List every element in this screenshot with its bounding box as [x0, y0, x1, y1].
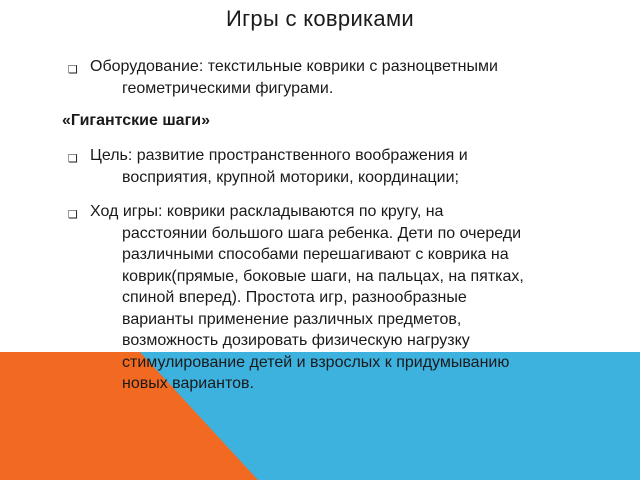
procedure-line-1: Ход игры: коврики раскладываются по кругу, на — [90, 203, 444, 220]
procedure-line-8: стимулирование детей и взрослых к придумыванию — [122, 353, 510, 371]
bullet-square-icon: ❑ — [68, 63, 78, 76]
game-title: «Гигантские шаги» — [62, 112, 210, 129]
equipment-bullet — [68, 56, 628, 99]
slide-title: Игры с ковриками — [226, 6, 414, 31]
bullet-square-icon: ❑ — [68, 152, 78, 165]
procedure-line-2: расстоянии большого шага ребенка. Дети по очереди — [122, 224, 522, 242]
goal-line-2: восприятия, крупной моторики, координации; — [122, 168, 459, 186]
procedure-line-4: коврик(прямые, боковые шаги, на пальцах, на пятках, — [122, 267, 524, 285]
procedure-line-7: возможность дозировать физическую нагрузку — [122, 332, 470, 349]
procedure-line-9: новых вариантов. — [122, 375, 254, 392]
goal-line-1: Цель: развитие пространственного воображения и — [90, 147, 468, 164]
procedure-line-3: различными способами перешагивают с коврика на — [122, 246, 509, 263]
equipment-line-2: геометрическими фигурами. — [122, 79, 334, 97]
equipment-line-1: Оборудование: текстильные коврики с разноцветными — [90, 58, 498, 75]
bullet-square-icon: ❑ — [68, 208, 78, 221]
procedure-line-6: варианты применение различных предметов, — [122, 310, 462, 328]
procedure-bullet — [68, 201, 628, 395]
procedure-line-5: спиной вперед). Простота игр, разнообразные — [122, 289, 467, 306]
goal-bullet — [68, 145, 628, 188]
